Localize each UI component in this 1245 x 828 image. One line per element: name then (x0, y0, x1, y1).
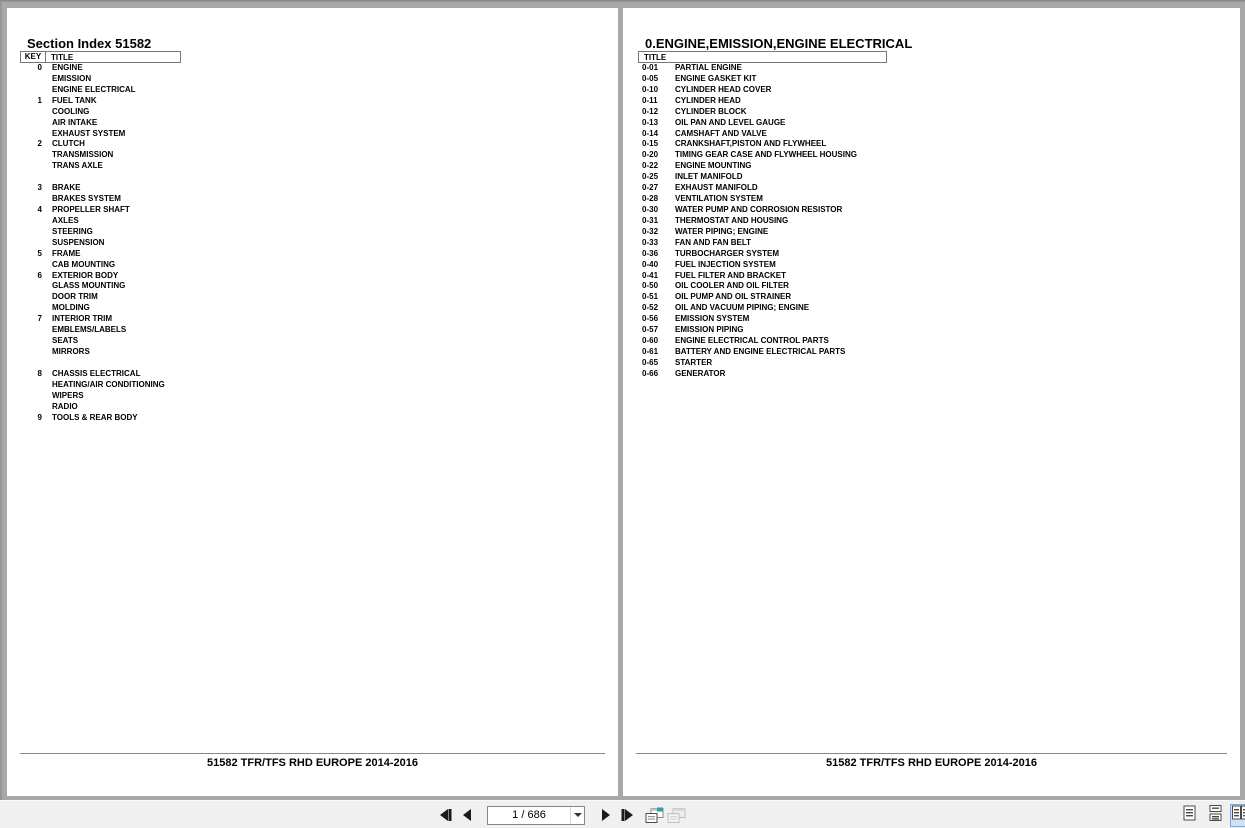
chapter-contents-list (638, 63, 1240, 380)
list-item (20, 391, 618, 402)
list-item (638, 369, 1240, 380)
section-key (20, 402, 44, 413)
section-key: 0-10 (642, 84, 659, 94)
section-key: 0-27 (642, 183, 659, 193)
section-key (20, 118, 44, 129)
list-item (638, 194, 1240, 205)
list-item (638, 183, 1240, 194)
section-title: FUEL INJECTION SYSTEM (675, 259, 776, 269)
section-key: 0-57 (642, 325, 659, 335)
list-item (20, 107, 618, 118)
list-item (20, 336, 618, 347)
section-title: CAMSHAFT AND VALVE (675, 128, 767, 138)
section-key: 9 (37, 412, 42, 422)
previous-page-icon (461, 808, 474, 822)
section-title: CRANKSHAFT,PISTON AND FLYWHEEL (675, 139, 827, 149)
section-title: CYLINDER HEAD (675, 95, 741, 105)
section-title: BATTERY AND ENGINE ELECTRICAL PARTS (675, 346, 846, 356)
section-key: 0-05 (642, 73, 659, 83)
list-item (638, 161, 1240, 172)
section-key: 0-13 (642, 117, 659, 127)
section-title: EXHAUST MANIFOLD (675, 183, 758, 193)
section-title: SEATS (52, 336, 79, 346)
first-page-button[interactable] (434, 804, 456, 826)
list-item (20, 292, 618, 303)
section-key (20, 391, 44, 402)
section-title: OIL AND VACUUM PIPING; ENGINE (675, 303, 810, 313)
next-page-icon (599, 808, 612, 822)
list-item (638, 325, 1240, 336)
section-title: PARTIAL ENGINE (675, 63, 742, 72)
section-key: 0-22 (642, 161, 659, 171)
section-title: FAN AND FAN BELT (675, 237, 751, 247)
section-title: HEATING/AIR CONDITIONING (52, 379, 165, 389)
section-key: 0-41 (642, 270, 659, 280)
section-key: 0-01 (642, 63, 659, 72)
list-item (20, 85, 618, 96)
section-key: 0-60 (642, 336, 659, 346)
list-item (20, 96, 618, 107)
list-item (638, 227, 1240, 238)
previous-page-button[interactable] (456, 804, 478, 826)
last-page-icon (620, 808, 635, 822)
list-item (638, 63, 1240, 74)
list-item (20, 150, 618, 161)
section-title: ENGINE ELECTRICAL CONTROL PARTS (675, 336, 829, 346)
list-item (20, 314, 618, 325)
section-title: PROPELLER SHAFT (52, 204, 130, 214)
list-item (20, 347, 618, 358)
section-key (20, 129, 44, 140)
section-key (20, 107, 44, 118)
page-title: Section Index 51582 (27, 36, 152, 51)
list-item (20, 205, 618, 216)
page-footer (636, 753, 1227, 769)
list-item (638, 281, 1240, 292)
section-key (20, 161, 44, 172)
section-title: WATER PIPING; ENGINE (675, 226, 769, 236)
section-title: EMISSION SYSTEM (675, 314, 750, 324)
section-title: CLUTCH (52, 139, 85, 149)
section-title: FRAME (52, 248, 81, 258)
section-key: 0-14 (642, 128, 659, 138)
section-key: 0-33 (642, 237, 659, 247)
list-item (20, 63, 618, 74)
list-item (20, 172, 618, 183)
section-key: 4 (37, 204, 42, 214)
footer-divider (636, 753, 1227, 754)
section-title: TIMING GEAR CASE AND FLYWHEEL HOUSING (675, 150, 857, 160)
section-key (20, 325, 44, 336)
section-title: ENGINE (52, 63, 83, 72)
section-title: ENGINE MOUNTING (675, 161, 752, 171)
list-item (20, 402, 618, 413)
forward-view-window-icon (667, 807, 687, 824)
section-title: THERMOSTAT AND HOUSING (675, 215, 789, 225)
list-item (20, 227, 618, 238)
facing-pages-layout-button[interactable] (1230, 804, 1245, 827)
section-title: CYLINDER HEAD COVER (675, 84, 772, 94)
section-title (44, 358, 52, 369)
section-title: INTERIOR TRIM (52, 314, 112, 324)
section-key: 0-36 (642, 248, 659, 258)
list-item (20, 139, 618, 150)
section-index-list (20, 63, 618, 423)
table-header (638, 51, 887, 63)
section-title: FUEL TANK (52, 95, 97, 105)
page-number-combobox[interactable] (487, 806, 585, 825)
last-page-button[interactable] (616, 804, 638, 826)
list-item (638, 260, 1240, 271)
section-title: WATER PUMP AND CORROSION RESISTOR (675, 204, 843, 214)
section-key: 0-50 (642, 281, 659, 291)
list-item (638, 150, 1240, 161)
section-key: 3 (37, 183, 42, 193)
section-title: EXTERIOR BODY (52, 270, 119, 280)
list-item (638, 238, 1240, 249)
forward-view-button[interactable] (666, 804, 688, 826)
title-column-header: TITLE (644, 52, 667, 62)
section-key: 0 (37, 63, 42, 72)
list-item (638, 216, 1240, 227)
page-left (7, 8, 618, 796)
list-item (638, 271, 1240, 282)
list-item (20, 74, 618, 85)
section-key: 0-28 (642, 194, 659, 204)
list-item (20, 281, 618, 292)
section-key: 0-40 (642, 259, 659, 269)
section-title: RADIO (52, 401, 78, 411)
list-item (20, 303, 618, 314)
section-title: CAB MOUNTING (52, 259, 116, 269)
list-item (638, 107, 1240, 118)
page-indicator: 1 / 686 (512, 808, 546, 821)
section-title: STARTER (675, 357, 713, 367)
section-key (20, 74, 44, 85)
list-item (638, 129, 1240, 140)
page-right (623, 8, 1240, 796)
list-item (20, 238, 618, 249)
list-item (20, 325, 618, 336)
list-item (638, 85, 1240, 96)
list-item (20, 216, 618, 227)
section-key (20, 281, 44, 292)
single-page-layout-button[interactable] (1178, 804, 1200, 827)
key-column-header: KEY (21, 52, 46, 62)
section-key (20, 380, 44, 391)
section-title: ENGINE ELECTRICAL (52, 84, 136, 94)
list-item (20, 129, 618, 140)
section-title: OIL PAN AND LEVEL GAUGE (675, 117, 786, 127)
section-key: 0-66 (642, 368, 659, 378)
section-title: CHASSIS ELECTRICAL (52, 368, 141, 378)
list-item (20, 194, 618, 205)
section-key: 0-30 (642, 204, 659, 214)
section-title: MIRRORS (52, 346, 90, 356)
section-key (20, 347, 44, 358)
section-title: BRAKE (52, 183, 81, 193)
next-page-button[interactable] (594, 804, 616, 826)
list-item (20, 413, 618, 424)
layout-mode-switcher (1178, 804, 1245, 827)
section-title: COOLING (52, 106, 90, 116)
section-title: STEERING (52, 226, 93, 236)
section-key: 0-56 (642, 314, 659, 324)
section-key: 0-15 (642, 139, 659, 149)
dropdown-arrow-icon[interactable] (570, 807, 584, 824)
section-key (20, 150, 44, 161)
section-key: 2 (37, 139, 42, 149)
list-item (20, 118, 618, 129)
section-key: 0-25 (642, 172, 659, 182)
section-key: 1 (37, 95, 42, 105)
section-key (20, 358, 44, 369)
page-title: 0.ENGINE,EMISSION,ENGINE ELECTRICAL (645, 36, 913, 51)
footer-divider (20, 753, 605, 754)
first-page-icon (438, 808, 453, 822)
section-title: EMISSION (52, 73, 92, 83)
title-column-header: TITLE (51, 52, 74, 62)
back-view-button[interactable] (644, 804, 666, 826)
section-title: INLET MANIFOLD (675, 172, 743, 182)
section-key (20, 238, 44, 249)
single-page-layout-icon (1183, 805, 1196, 826)
section-key (20, 194, 44, 205)
section-title: OIL COOLER AND OIL FILTER (675, 281, 789, 291)
section-title: GENERATOR (675, 368, 726, 378)
section-title: VENTILATION SYSTEM (675, 194, 763, 204)
section-key (20, 303, 44, 314)
list-item (638, 96, 1240, 107)
section-title: OIL PUMP AND OIL STRAINER (675, 292, 792, 302)
continuous-layout-button[interactable] (1204, 804, 1226, 827)
section-title: TRANS AXLE (52, 161, 103, 171)
section-title: TOOLS & REAR BODY (52, 412, 138, 422)
section-title: CYLINDER BLOCK (675, 106, 747, 116)
list-item (638, 74, 1240, 85)
list-item (638, 336, 1240, 347)
list-item (20, 369, 618, 380)
section-key (20, 172, 44, 183)
list-item (20, 380, 618, 391)
section-key: 0-52 (642, 303, 659, 313)
list-item (20, 271, 618, 282)
section-key (20, 292, 44, 303)
section-key: 6 (37, 270, 42, 280)
list-item (638, 172, 1240, 183)
section-title: DOOR TRIM (52, 292, 98, 302)
bottom-toolbar (0, 800, 1245, 828)
footer-text: 51582 TFR/TFS RHD EUROPE 2014-2016 (826, 757, 1037, 769)
list-item (638, 292, 1240, 303)
section-title: GLASS MOUNTING (52, 281, 126, 291)
section-title: ENGINE GASKET KIT (675, 73, 757, 83)
section-title: TURBOCHARGER SYSTEM (675, 248, 780, 258)
section-key: 5 (37, 248, 42, 258)
section-key: 0-65 (642, 357, 659, 367)
list-item (20, 183, 618, 194)
section-key: 0-32 (642, 226, 659, 236)
page-footer (20, 753, 605, 769)
section-title: MOLDING (52, 303, 90, 313)
section-title (44, 172, 52, 183)
section-key: 0-31 (642, 215, 659, 225)
list-item (638, 118, 1240, 129)
list-item (638, 358, 1240, 369)
list-item (638, 347, 1240, 358)
section-key (20, 336, 44, 347)
table-header (20, 51, 181, 63)
section-title: AXLES (52, 215, 79, 225)
section-key (20, 227, 44, 238)
section-title: SUSPENSION (52, 237, 105, 247)
facing-pages-layout-icon (1232, 805, 1245, 826)
section-title: EXHAUST SYSTEM (52, 128, 126, 138)
list-item (638, 303, 1240, 314)
section-key (20, 85, 44, 96)
section-key: 0-12 (642, 106, 659, 116)
list-item (20, 358, 618, 369)
continuous-layout-icon (1209, 805, 1222, 826)
list-item (20, 249, 618, 260)
section-title: EMISSION PIPING (675, 325, 744, 335)
page-navigation (434, 801, 688, 828)
list-item (638, 139, 1240, 150)
footer-text: 51582 TFR/TFS RHD EUROPE 2014-2016 (207, 757, 418, 769)
section-key: 7 (37, 314, 42, 324)
section-key (20, 260, 44, 271)
section-key: 8 (37, 368, 42, 378)
list-item (638, 249, 1240, 260)
section-title: AIR INTAKE (52, 117, 98, 127)
section-title: FUEL FILTER AND BRACKET (675, 270, 786, 280)
list-item (20, 161, 618, 172)
section-key: 0-11 (642, 95, 658, 105)
section-title: TRANSMISSION (52, 150, 114, 160)
section-title: BRAKES SYSTEM (52, 194, 121, 204)
section-title: WIPERS (52, 390, 84, 400)
section-title: EMBLEMS/LABELS (52, 325, 127, 335)
list-item (638, 314, 1240, 325)
section-key (20, 216, 44, 227)
list-item (20, 260, 618, 271)
section-key: 0-61 (642, 346, 659, 356)
section-key: 0-51 (642, 292, 659, 302)
section-key: 0-20 (642, 150, 659, 160)
list-item (638, 205, 1240, 216)
back-view-window-icon (645, 807, 665, 824)
